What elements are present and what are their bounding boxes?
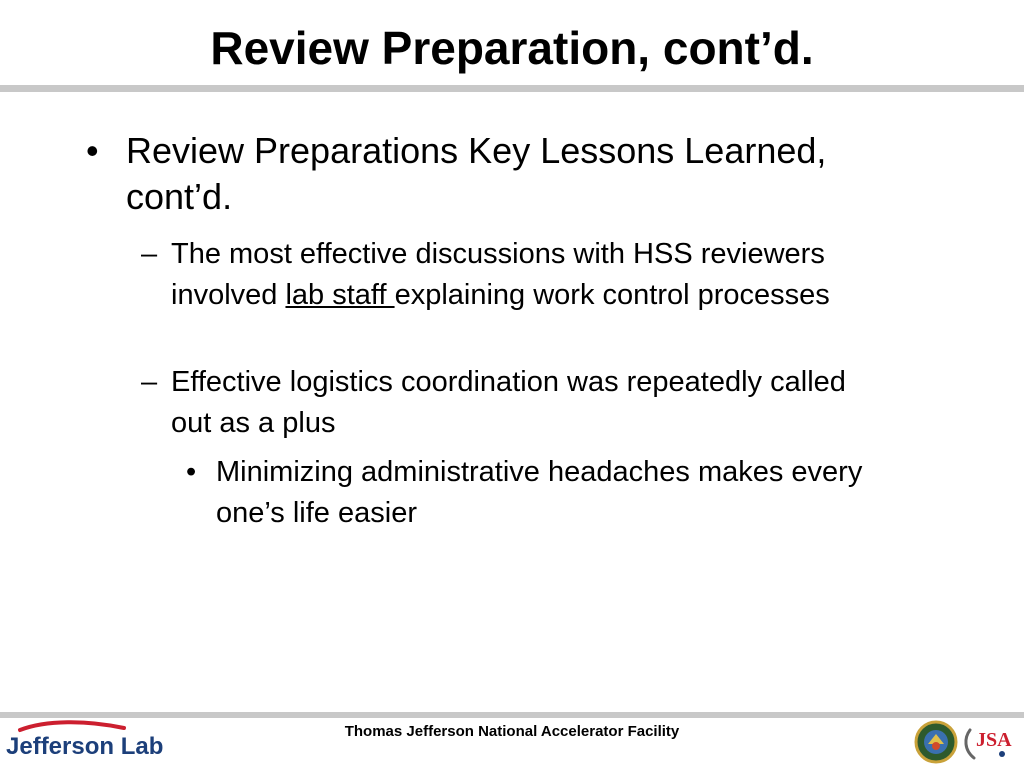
bullet-dash-icon: – <box>141 238 158 270</box>
bullet-level-3 <box>186 452 916 534</box>
bullet-text: Effective logistics coordination was repeatedly called out as a plus <box>171 366 846 439</box>
jsa-logo <box>962 720 1020 764</box>
bullet-dot-icon: • <box>86 130 99 171</box>
jefferson-lab-logo <box>6 718 166 764</box>
bullet-text-part: explaining work control processes <box>394 279 830 311</box>
footer-facility-name: Thomas Jefferson National Accelerator Facility <box>344 723 680 740</box>
title-divider <box>0 85 1024 92</box>
bullet-text: Minimizing administrative headaches makes every one’s life easier <box>216 456 863 529</box>
bullet-dash-icon: – <box>141 366 158 398</box>
bullet-level-1 <box>86 128 926 220</box>
bullet-level-2 <box>141 234 871 316</box>
svg-text:Jefferson Lab: Jefferson Lab <box>6 733 164 760</box>
svg-text:JSA: JSA <box>976 729 1012 751</box>
bullet-dot-icon: • <box>186 456 197 488</box>
bullet-text-part: The most effective discussions with HSS reviewers involved <box>171 238 825 311</box>
doe-seal-logo <box>914 720 958 764</box>
underlined-text: lab staff <box>285 279 395 311</box>
bullet-level-2 <box>141 362 871 444</box>
slide-title: Review Preparation, cont’d. <box>210 22 814 74</box>
bullet-text: Review Preparations Key Lessons Learned, cont’d. <box>126 130 827 217</box>
